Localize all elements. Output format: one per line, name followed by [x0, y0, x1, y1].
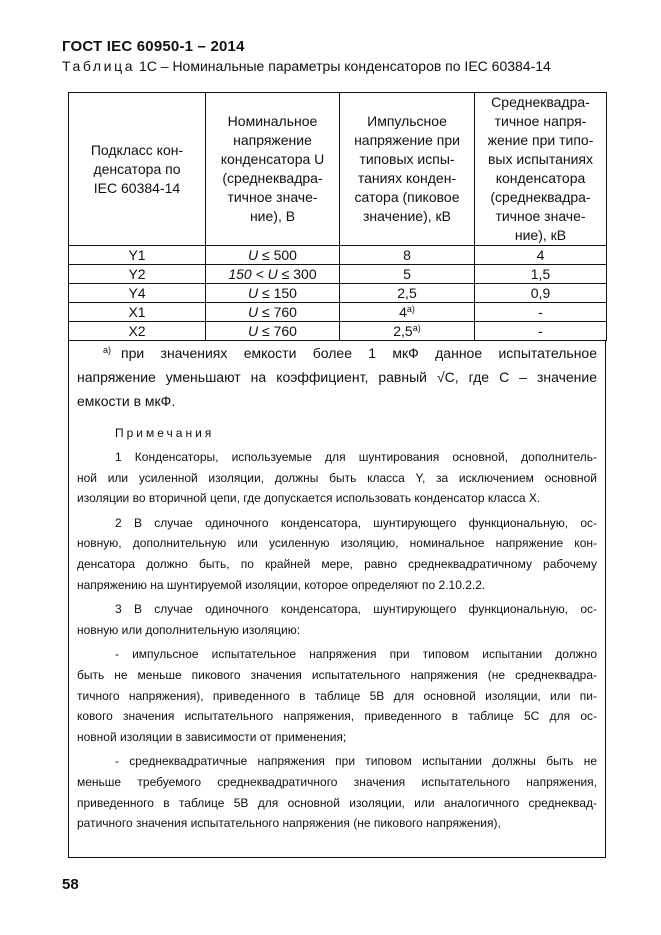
cell-rms: 1,5	[475, 265, 607, 284]
note-line: денсатора должно быть, по крайней мере, равно среднеквадратичному рабочему	[77, 556, 597, 571]
note-line: ратичного значения испытательного напряжения (не пикового напряжения),	[77, 816, 501, 831]
voltage-symbol: U	[248, 322, 259, 339]
note-line: напряжению на шунтируемой изоляции, которое определяют по 2.10.2.2.	[77, 577, 486, 592]
document-code: ГОСТ IEC 60950-1 – 2014	[62, 38, 245, 55]
table-row	[69, 246, 607, 265]
footnote-marker: a)	[103, 345, 112, 355]
note-line: изоляции во вторичной цепи, где допускается использовать конденсатор класса X.	[77, 491, 541, 506]
cell-impulse	[340, 303, 475, 322]
table-row	[69, 284, 607, 303]
voltage-symbol: 150 < U	[228, 265, 278, 282]
table-caption-label: Таблица	[62, 58, 136, 74]
footnote-line: напряжение уменьшают на коэффициент, равный √C, где C – значение	[77, 369, 597, 385]
note-line: 2 В случае одиночного конденсатора, шунтирующего функциональную, ос-	[115, 515, 597, 530]
voltage-symbol: U	[248, 246, 259, 263]
voltage-symbol: U	[248, 284, 259, 301]
table-caption	[62, 58, 551, 74]
cell-rms: 0,9	[475, 284, 607, 303]
table-caption-text: 1С – Номинальные параметры конденсаторов по IEC 60384-14	[135, 58, 551, 74]
page-number: 58	[62, 876, 79, 893]
note-line: меньше требуемого среднеквадратичного значения испытательного напряжения,	[77, 774, 597, 789]
cell-rated-voltage	[206, 284, 340, 303]
note-line: - импульсное испытательное напряжения при типовом испытании должно	[115, 647, 597, 662]
cell-impulse	[340, 265, 475, 284]
table-row	[69, 265, 607, 284]
cell-rated-voltage	[206, 303, 340, 322]
impulse-value: 2,5	[393, 322, 413, 339]
impulse-value: 4	[399, 303, 407, 320]
table-header-row	[69, 93, 607, 246]
header-rated-voltage: Номинальное напряжение конденсатора U (среднеквадра- тичное значе- ние), В	[206, 93, 340, 246]
cell-subclass: Y2	[69, 265, 206, 284]
note-line: 3 В случае одиночного конденсатора, шунтирующего функциональную, ос-	[115, 602, 597, 617]
note-3	[77, 599, 597, 640]
cell-impulse	[340, 246, 475, 265]
note-line: ной или усиленной изоляции, должны быть класса Y, за исключением основной	[77, 470, 597, 485]
impulse-value: 5	[403, 265, 411, 282]
voltage-value: ≤ 500	[258, 246, 297, 263]
note-3-item-b	[77, 751, 597, 833]
voltage-symbol: U	[248, 303, 259, 320]
footnote-line: емкости в мкФ.	[77, 393, 176, 409]
cell-rated-voltage	[206, 265, 340, 284]
cell-impulse	[340, 284, 475, 303]
header-impulse-voltage: Импульсное напряжение при типовых испы- таниях конден- сатора (пиковое значение), кВ	[340, 93, 475, 246]
footnote-ref: a)	[406, 303, 415, 314]
cell-subclass: X1	[69, 303, 206, 322]
note-line: быть не меньше пикового значения испытательного напряжения (не среднеквадра-	[77, 667, 597, 682]
voltage-value: ≤ 760	[258, 303, 297, 320]
note-line: новной изоляции в зависимости от применения;	[77, 729, 347, 744]
table-frame	[68, 92, 606, 857]
footnote-text: при значениях емкости более 1 мкФ данное испытательное	[121, 345, 597, 361]
impulse-value: 2,5	[397, 284, 417, 301]
note-line: приведенного в таблице 5B для основной изоляции, или аналогичного среднеквад-	[77, 795, 597, 810]
notes-box	[68, 341, 606, 858]
voltage-value: ≤ 300	[277, 265, 317, 282]
note-line: тичного напряжения), приведенного в таблице 5B для основной изоляции, или пи-	[77, 688, 597, 703]
cell-rms: -	[475, 322, 607, 341]
voltage-value: ≤ 760	[258, 322, 297, 339]
cell-subclass: X2	[69, 322, 206, 341]
impulse-value: 8	[403, 246, 411, 263]
cell-rated-voltage	[206, 246, 340, 265]
note-line: новную или дополнительную изоляцию:	[77, 622, 301, 637]
cell-rms: 4	[475, 246, 607, 265]
cell-impulse	[340, 322, 475, 341]
note-line: - среднеквадратичные напряжения при типовом испытании должны быть не	[115, 754, 597, 769]
note-2	[77, 513, 597, 595]
voltage-value: ≤ 150	[258, 284, 297, 301]
footnote-line	[77, 341, 597, 365]
table-row	[69, 322, 607, 341]
note-3-item-a	[77, 644, 597, 747]
header-rms-voltage: Среднеквадра- тичное напря- жение при типо- вых испытаниях конденсатора (среднеквадра- тичное значе- ние), кВ	[475, 93, 607, 246]
table-row	[69, 303, 607, 322]
note-line: 1 Конденсаторы, используемые для шунтирования основной, дополнитель-	[115, 450, 597, 464]
notes-content	[77, 341, 597, 834]
note-line: кового значения испытательного напряжения, приведенного в таблице 5C для ос-	[77, 709, 597, 724]
notes-title: Примечания	[115, 426, 215, 440]
cell-rms: -	[475, 303, 607, 322]
capacitor-parameters-table	[68, 92, 607, 341]
header-subclass: Подкласс кон- денсатора по IEC 60384-14	[69, 93, 206, 246]
cell-subclass: Y4	[69, 284, 206, 303]
note-1	[77, 447, 597, 509]
cell-rated-voltage	[206, 322, 340, 341]
note-line: новную, дополнительную или усиленную изоляцию, номинальное напряжение кон-	[77, 536, 597, 551]
cell-subclass: Y1	[69, 246, 206, 265]
footnote-ref: a)	[412, 322, 421, 333]
